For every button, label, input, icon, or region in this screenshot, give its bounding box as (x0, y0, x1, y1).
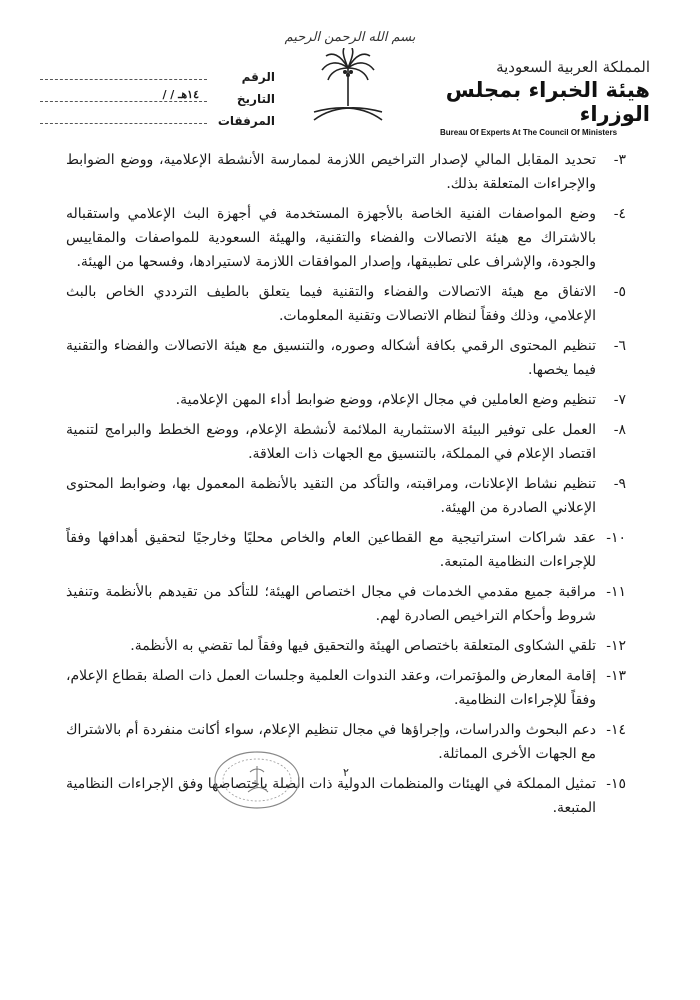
bureau-name-english: Bureau Of Experts At The Council Of Ministers (440, 128, 618, 137)
item-number: ٥- (613, 284, 626, 300)
list-item (66, 664, 626, 712)
item-text: تمثيل المملكة في الهيئات والمنظمات الدولية ذات الصلة باختصاصها وفق الإجراءات النظامية المتبعة. (66, 776, 596, 816)
item-text: وضع المواصفات الفنية الخاصة بالأجهزة المستخدمة في أجهزة البث الإعلامي واستقباله بالاشتراك مع هيئة الاتصالات والفضاء والتقنية، والهيئة السعودية للمواصفات والمقاييس والجودة، والإشراف على تطبيقها، وإصدار الموافقات اللازمة لاستيرادها، وفسحها من الهيئة. (66, 206, 596, 270)
item-number: ١١- (606, 584, 626, 600)
list-item (66, 388, 626, 412)
list-item (66, 334, 626, 382)
item-number: ١٢- (606, 638, 626, 654)
item-text: دعم البحوث والدراسات، وإجراؤها في مجال تنظيم الإعلام، سواء أكانت منفردة أم بالاشتراك مع الجهات الأخرى المماثلة. (66, 722, 596, 762)
clause-list (66, 148, 626, 826)
item-text: تنظيم نشاط الإعلانات، ومراقبته، والتأكد من التقيد بالأنظمة المعمول بها، وضوابط المحتوى الإعلاني الصادرة من الهيئة. (66, 476, 596, 516)
item-number: ١٠- (606, 530, 626, 546)
item-text: مراقبة جميع مقدمي الخدمات في مجال اختصاص الهيئة؛ للتأكد من تقيدهم بالأنظمة وتنفيذ شروط وأحكام التراخيص الصادرة لهم. (66, 584, 596, 624)
item-number: ٨- (613, 422, 626, 438)
item-text: عقد شراكات استراتيجية مع القطاعين العام والخاص محليًا وخارجيًا لتحقيق أهدافها وفقاً للإجراءات النظامية المتبعة. (66, 530, 596, 570)
official-stamp-icon (212, 748, 302, 812)
item-text: تنظيم وضع العاملين في مجال الإعلام، ووضع ضوابط أداء المهن الإعلامية. (175, 392, 596, 408)
letter-meta (40, 62, 275, 128)
meta-date-row (40, 84, 275, 106)
item-text: تلقي الشكاوى المتعلقة باختصاص الهيئة والتحقيق فيها وفقاً لما تقضي به الأنظمة. (130, 638, 596, 654)
list-item (66, 580, 626, 628)
list-item (66, 280, 626, 328)
list-item (66, 772, 626, 820)
item-text: تنظيم المحتوى الرقمي بكافة أشكاله وصوره، والتنسيق مع هيئة الاتصالات والفضاء والتقنية فيما يخصها. (66, 338, 596, 378)
number-field (40, 67, 207, 80)
item-number: ٤- (613, 206, 626, 222)
list-item (66, 472, 626, 520)
item-number: ١٥- (606, 776, 626, 792)
date-field (40, 89, 207, 102)
attachments-label: المرفقات (217, 114, 275, 128)
kingdom-name: المملكة العربية السعودية (496, 58, 650, 76)
item-text: تحديد المقابل المالي لإصدار التراخيص اللازمة لممارسة الأنشطة الإعلامية، ووضع الضوابط والإجراءات المتعلقة بذلك. (66, 152, 596, 192)
list-item (66, 418, 626, 466)
date-value: / / ١٤هـ (162, 88, 199, 101)
list-item (66, 718, 626, 766)
item-text: العمل على توفير البيئة الاستثمارية الملائمة لأنشطة الإعلام، ووضع الخطط والبرامج لتنمية اقتصاد الإعلام في المملكة، بالتنسيق مع الجهات ذات العلاقة. (66, 422, 596, 462)
meta-number-row (40, 62, 275, 84)
item-number: ١٣- (606, 668, 626, 684)
list-item (66, 634, 626, 658)
basmala: بسم الله الرحمن الرحيم (284, 30, 416, 45)
attachments-field (40, 111, 207, 124)
item-text: إقامة المعارض والمؤتمرات، وعقد الندوات العلمية وجلسات العمل ذات الصلة بقطاع الإعلام، وفقاً للإجراءات النظامية. (66, 668, 596, 708)
date-label: التاريخ (236, 92, 275, 106)
organization-letterhead (440, 58, 650, 137)
item-text: الاتفاق مع هيئة الاتصالات والفضاء والتقنية فيما يتعلق بالطيف الترددي الخاص بالبث الإعلامي، وذلك وفقاً لنظام الاتصالات وتقنية المعلومات. (66, 284, 596, 324)
item-number: ٩- (613, 476, 626, 492)
item-number: ٦- (613, 338, 626, 354)
list-item (66, 148, 626, 196)
list-item (66, 202, 626, 274)
number-label: الرقم (241, 70, 275, 84)
item-number: ٣- (613, 152, 626, 168)
page-number: ٢ (343, 766, 349, 779)
bureau-name-arabic: هيئة الخبراء بمجلس الوزراء (445, 78, 650, 126)
list-item (66, 526, 626, 574)
item-number: ٧- (613, 392, 626, 408)
palm-swords-emblem-icon (298, 48, 398, 128)
item-number: ١٤- (606, 722, 626, 738)
meta-attachments-row (40, 106, 275, 128)
